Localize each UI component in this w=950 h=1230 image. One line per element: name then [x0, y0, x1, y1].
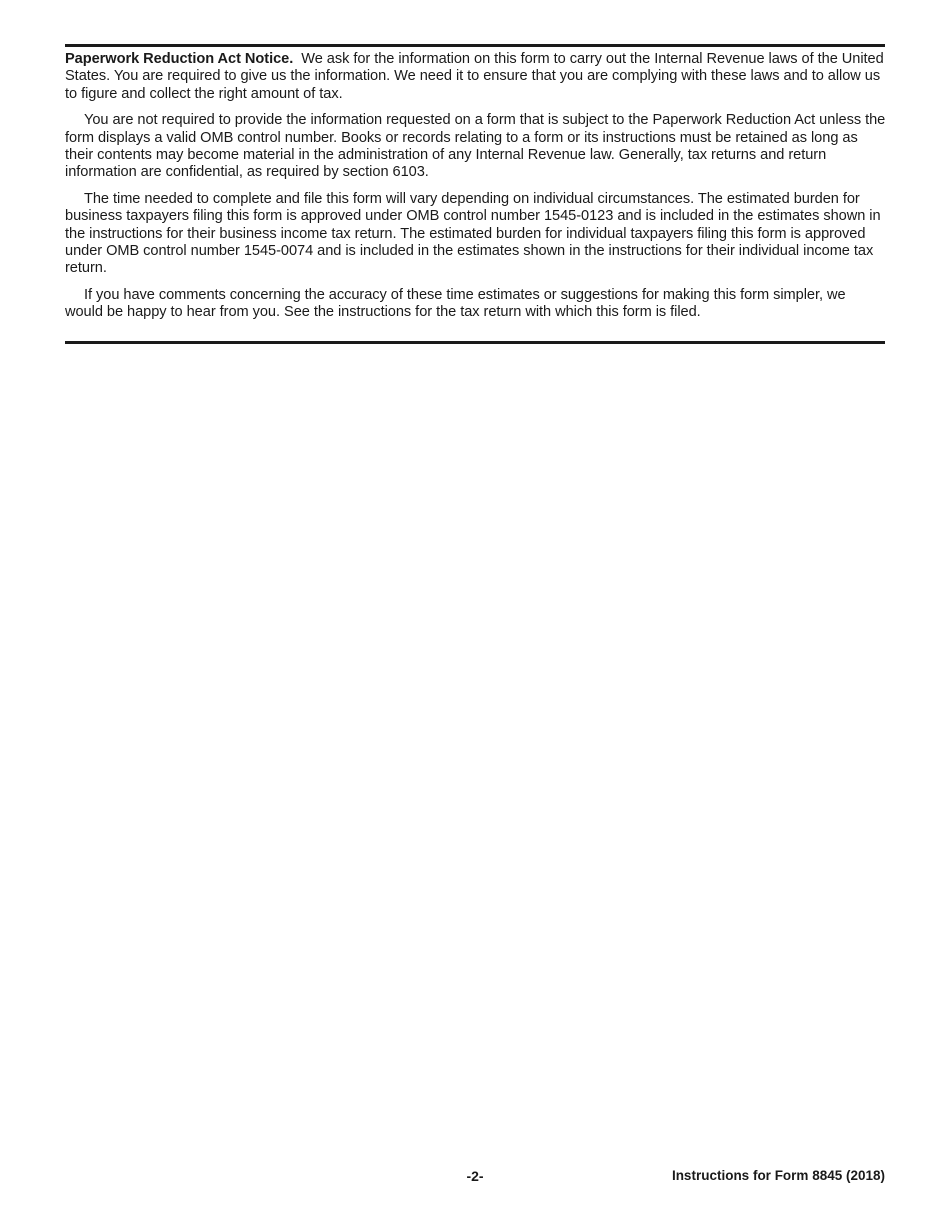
notice-paragraph-4: If you have comments concerning the accuracy of these time estimates or suggestions for making this form simpler, we would be happy to hear from you. See the instructions for the tax return with which this form is filed. [65, 286, 846, 321]
notice-paragraph-2: You are not required to provide the information requested on a form that is subject to the Paperwork Reduction Act unless the form displays a valid OMB control number. Books or records relating to a form or its instructions must be retained as long as their contents may become material in the administration of any Internal Revenue law. Generally, tax returns and return information are confidential, as required by section 6103. [65, 112, 886, 181]
notice-heading: Paperwork Reduction Act Notice. [65, 51, 294, 67]
paperwork-reduction-notice [65, 51, 887, 331]
notice-paragraph-3: The time needed to complete and file this form will vary depending on individual circumstances. The estimated burden for business taxpayers filing this form is approved under OMB control number 1545-0123 and is included in the estimates shown in the instructions for their business income tax return. The estimated burden for individual taxpayers filing this form is approved under OMB control number 1545-0074 and is included in the estimates shown in the instructions for their individual income tax return. [65, 190, 881, 277]
bottom-divider [65, 341, 885, 344]
page-number: -2- [466, 1168, 484, 1184]
document-title: Instructions for Form 8845 (2018) [671, 1168, 885, 1183]
top-divider [65, 44, 885, 47]
notice-intro-text: We ask for the information on this form to carry out the Internal Revenue laws of the United States. You are required to give us the information. We need it to ensure that you are complying with these laws and to allow us to figure and collect the right amount of tax. [65, 51, 884, 102]
notice-paragraph-1 [65, 51, 887, 103]
